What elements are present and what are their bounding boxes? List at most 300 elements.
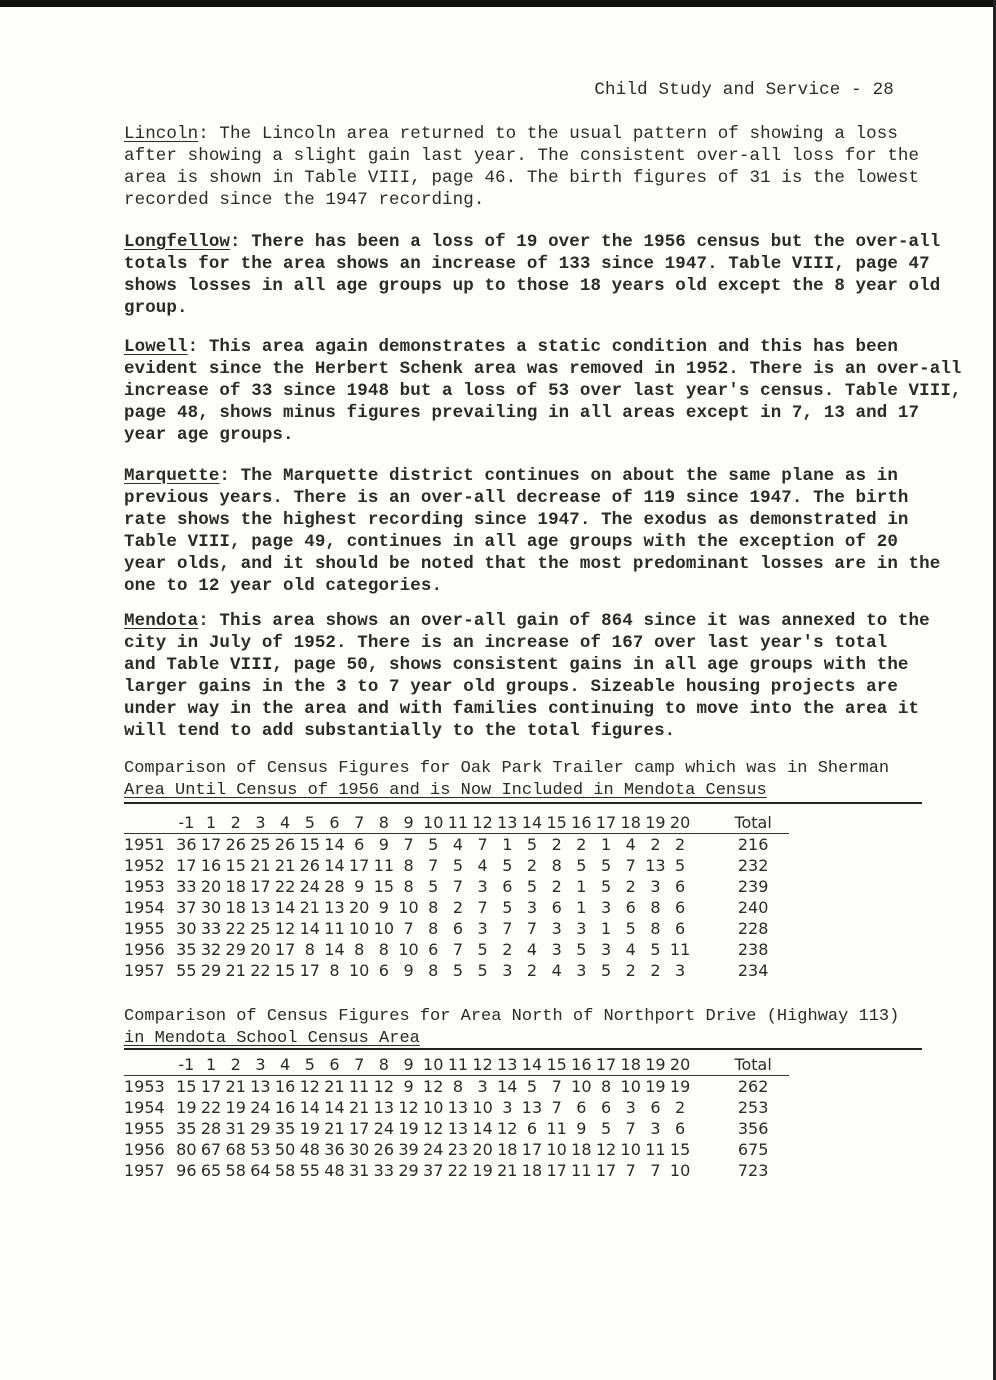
cell-value: 19 [472,1161,493,1180]
row-total: 675 [737,1140,769,1159]
table-row [124,897,789,918]
section-line: year olds, and it should be noted that the most predominant losses are in the [124,554,941,574]
cell-value: 13 [324,898,345,917]
cell-value: 7 [502,919,513,938]
cell-value: 4 [551,961,562,980]
table-row [124,1076,789,1098]
row-year: 1952 [124,856,165,875]
cell-value: 19 [225,1098,246,1117]
section-label: Lowell [124,337,188,357]
section-line: after showing a slight gain last year. The consistent over-all loss for the [124,146,920,166]
cell-value: 5 [477,940,488,959]
row-year: 1956 [124,940,165,959]
cell-value: 26 [225,835,246,854]
cell-value: 22 [200,1098,222,1117]
cell-value: 5 [477,961,488,980]
row-year: 1954 [124,898,165,917]
cell-value: 35 [176,940,197,959]
table-header-row [124,1054,789,1076]
cell-value: 7 [551,1098,562,1117]
cell-value: 9 [576,1119,587,1138]
age-column-header: 12 [470,812,495,834]
cell-value: 8 [600,1077,612,1096]
age-column-header: 18 [618,1054,643,1076]
cell-value: 19 [299,1119,320,1138]
cell-value: 1 [576,898,587,917]
age-column-header: 20 [668,812,693,834]
cell-value: 18 [521,1161,543,1180]
cell-value: 10 [348,961,370,980]
cell-value: 6 [625,898,636,917]
age-column-header: 4 [273,1054,298,1076]
age-column-header: 1 [199,1054,224,1076]
age-column-header: 10 [421,812,446,834]
cell-value: 17 [348,856,370,875]
census-table-oak-park [124,812,789,981]
cell-value: 2 [675,835,686,854]
cell-value: 22 [250,961,271,980]
cell-value: 5 [526,877,538,896]
cell-value: 11 [324,919,345,938]
cell-value: 2 [625,877,636,896]
cell-value: 2 [526,961,538,980]
cell-value: 28 [324,877,345,896]
cell-value: 17 [521,1140,543,1159]
cell-value: 24 [299,877,320,896]
cell-value: 9 [378,835,389,854]
cell-value: 3 [502,961,513,980]
table-row [124,834,789,856]
section-label: Mendota [124,611,199,631]
cell-value: 3 [526,898,538,917]
cell-value: 50 [274,1140,296,1159]
cell-value: 13 [645,856,666,875]
cell-value: 15 [299,835,320,854]
cell-value: 48 [299,1140,320,1159]
section-line: one to 12 year old categories. [124,576,443,596]
section-line: and Table VIII, page 50, shows consistent gains in all age groups with the [124,655,909,675]
cell-value: 17 [348,1119,370,1138]
age-column-header: 3 [248,1054,273,1076]
total-header: Total [717,1054,789,1076]
cell-value: 32 [200,940,222,959]
cell-value: 5 [600,961,612,980]
cell-value: 5 [600,1119,612,1138]
cell-value: 29 [200,961,222,980]
cell-value: 3 [477,1077,488,1096]
section-line: rate shows the highest recording since 1947. The exodus as demonstrated in [124,510,909,530]
cell-value: 4 [477,856,488,875]
cell-value: 1 [502,835,513,854]
scan-edge-top [0,0,996,7]
cell-value: 6 [675,898,686,917]
cell-value: 55 [299,1161,320,1180]
cell-value: 6 [428,940,439,959]
row-year: 1953 [124,877,165,896]
year-header [124,1054,174,1076]
cell-value: 29 [398,1161,419,1180]
cell-value: 11 [546,1119,567,1138]
cell-value: 14 [472,1119,493,1138]
cell-value: 3 [600,940,612,959]
section-line: previous years. There is an over-all decrease of 119 since 1947. The birth [124,488,909,508]
cell-value: 2 [551,835,562,854]
cell-value: 12 [595,1140,617,1159]
cell-value: 33 [373,1161,395,1180]
section-line: shows losses in all age groups up to those 18 years old except the 8 year old [124,276,941,296]
row-spacer [692,1097,717,1118]
cell-value: 3 [551,919,562,938]
cell-value: 5 [452,961,463,980]
cell-value: 7 [625,1161,636,1180]
cell-value: 2 [625,961,636,980]
cell-value: 19 [176,1098,197,1117]
cell-value: 1 [600,835,612,854]
cell-value: 6 [526,1119,538,1138]
cell-value: 2 [650,961,661,980]
cell-value: 7 [403,835,414,854]
cell-value: 16 [274,1077,296,1096]
cell-value: 10 [620,1077,641,1096]
cell-value: 3 [600,898,612,917]
row-spacer [692,1118,717,1139]
cell-value: 10 [398,898,419,917]
cell-value: 2 [551,877,562,896]
row-spacer [692,939,717,960]
cell-value: 4 [625,940,636,959]
cell-value: 2 [526,856,538,875]
cell-value: 19 [669,1077,691,1096]
section-line: : The Marquette district continues on about the same plane as in [219,466,898,486]
cell-value: 21 [348,1098,370,1117]
age-column-header: 6 [322,812,347,834]
cell-value: 11 [571,1161,592,1180]
cell-value: 10 [472,1098,493,1117]
table-title-line: in Mendota School Census Area [124,1029,420,1048]
section-label: Marquette [124,466,220,486]
cell-value: 9 [403,961,414,980]
cell-value: 1 [600,919,612,938]
table-row [124,1097,789,1118]
row-year: 1957 [124,1161,165,1180]
cell-value: 5 [600,856,612,875]
cell-value: 19 [398,1119,419,1138]
cell-value: 13 [250,1077,271,1096]
cell-value: 31 [225,1119,246,1138]
cell-value: 67 [200,1140,222,1159]
cell-value: 17 [546,1161,567,1180]
cell-value: 4 [452,835,463,854]
section-line: Table VIII, page 49, continues in all age groups with the exception of 20 [124,532,898,552]
cell-value: 10 [669,1161,691,1180]
cell-value: 11 [373,856,395,875]
table-row [124,1139,789,1160]
cell-value: 6 [675,1119,686,1138]
age-column-header: 19 [643,1054,668,1076]
section-label: Longfellow [124,232,231,252]
cell-value: 11 [669,940,691,959]
row-total: 216 [737,835,769,854]
cell-value: 9 [403,1077,414,1096]
age-column-header: 7 [347,812,372,834]
cell-value: 7 [650,1161,661,1180]
cell-value: 26 [274,835,296,854]
cell-value: 10 [571,1077,592,1096]
cell-value: 7 [452,940,463,959]
cell-value: 15 [225,856,246,875]
cell-value: 7 [551,1077,562,1096]
cell-value: 6 [650,1098,661,1117]
cell-value: 3 [675,961,686,980]
cell-value: 8 [403,877,414,896]
cell-value: 21 [324,1119,345,1138]
cell-value: 5 [526,835,538,854]
cell-value: 30 [176,919,197,938]
cell-value: 58 [225,1161,246,1180]
cell-value: 17 [250,877,271,896]
cell-value: 7 [526,919,538,938]
cell-value: 3 [576,919,587,938]
cell-value: 21 [497,1161,518,1180]
row-total: 240 [737,898,769,917]
row-total: 228 [737,919,769,938]
age-column-header: 19 [643,812,668,834]
cell-value: 14 [497,1077,518,1096]
cell-value: 9 [378,898,389,917]
cell-value: 12 [373,1077,395,1096]
census-table-northport [124,1054,789,1181]
table-rule [124,1048,922,1050]
cell-value: 29 [225,940,246,959]
table-row [124,876,789,897]
cell-value: 4 [625,835,636,854]
cell-value: 5 [428,877,439,896]
section-line: totals for the area shows an increase of 133 since 1947. Table VIII, page 47 [124,254,930,274]
cell-value: 3 [502,1098,513,1117]
cell-value: 16 [274,1098,296,1117]
row-spacer [692,855,717,876]
cell-value: 13 [521,1098,543,1117]
cell-value: 26 [299,856,320,875]
cell-value: 19 [645,1077,666,1096]
cell-value: 17 [200,835,222,854]
row-spacer [692,834,717,856]
cell-value: 2 [576,835,587,854]
page-header: Child Study and Service - 28 [594,80,894,100]
age-column-header: 9 [396,1054,421,1076]
cell-value: 22 [447,1161,469,1180]
section-line: will tend to add substantially to the total figures. [124,721,676,741]
section-line: : This area shows an over-all gain of 864 since it was annexed to the [198,611,930,631]
row-year: 1954 [124,1098,165,1117]
cell-value: 37 [176,898,197,917]
cell-value: 7 [452,877,463,896]
cell-value: 7 [625,856,636,875]
section-marquette [124,465,954,597]
cell-value: 12 [423,1119,444,1138]
cell-value: 7 [477,835,488,854]
cell-value: 37 [423,1161,444,1180]
section-line: evident since the Herbert Schenk area was removed in 1952. There is an over-all [124,359,962,379]
cell-value: 18 [497,1140,518,1159]
table-title-line: Area Until Census of 1956 and is Now Included in Mendota Census [124,781,767,800]
cell-value: 12 [299,1077,320,1096]
table-row [124,918,789,939]
cell-value: 21 [299,898,320,917]
cell-value: 6 [551,898,562,917]
cell-value: 10 [398,940,419,959]
row-spacer [692,876,717,897]
row-total: 234 [737,961,769,980]
section-line: under way in the area and with families continuing to move into the area it [124,699,920,719]
cell-value: 8 [354,940,365,959]
cell-value: 25 [250,919,271,938]
age-column-header: 13 [495,812,520,834]
cell-value: 8 [304,940,315,959]
cell-value: 13 [250,898,271,917]
age-column-header: 11 [446,1054,471,1076]
section-line: increase of 33 since 1948 but a loss of 53 over last year's census. Table VIII, [124,381,962,401]
section-line: group. [124,298,188,318]
cell-value: 13 [373,1098,395,1117]
cell-value: 24 [250,1098,271,1117]
table-title-northport [124,1006,944,1050]
cell-value: 23 [447,1140,469,1159]
cell-value: 5 [452,856,463,875]
cell-value: 24 [373,1119,395,1138]
cell-value: 64 [250,1161,271,1180]
cell-value: 8 [329,961,340,980]
cell-value: 2 [675,1098,686,1117]
row-total: 239 [737,877,769,896]
cell-value: 6 [502,877,513,896]
cell-value: 10 [423,1098,444,1117]
cell-value: 3 [576,961,587,980]
age-column-header: 17 [594,1054,619,1076]
cell-value: 8 [403,856,414,875]
cell-value: 18 [571,1140,592,1159]
cell-value: 8 [428,961,439,980]
cell-value: 22 [274,877,296,896]
age-column-header: 4 [273,812,298,834]
section-line: : This area again demonstrates a static condition and this has been [187,337,898,357]
age-column-header: 14 [520,1054,545,1076]
table-title-line: Comparison of Census Figures for Oak Park Trailer camp which was in Sherman [124,759,890,778]
table-row [124,1160,789,1181]
age-column-header: -1 [174,1054,199,1076]
cell-value: 5 [625,919,636,938]
age-column-header: 10 [421,1054,446,1076]
row-total: 723 [737,1161,769,1180]
section-label: Lincoln [124,124,199,144]
cell-value: 12 [497,1119,518,1138]
table-row [124,939,789,960]
section-line: recorded since the 1947 recording. [124,190,485,210]
cell-value: 8 [452,1077,463,1096]
cell-value: 14 [324,1098,345,1117]
age-column-header: 14 [520,812,545,834]
cell-value: 6 [675,877,686,896]
cell-value: 30 [348,1140,370,1159]
cell-value: 7 [403,919,414,938]
cell-value: 5 [650,940,661,959]
age-column-header: 15 [544,812,569,834]
row-year: 1955 [124,1119,165,1138]
row-spacer [692,1139,717,1160]
age-column-header: 2 [223,1054,248,1076]
row-total: 253 [737,1098,769,1117]
cell-value: 6 [600,1098,612,1117]
cell-value: 7 [625,1119,636,1138]
row-total: 238 [737,940,769,959]
row-total: 262 [737,1077,769,1096]
row-total: 232 [737,856,769,875]
cell-value: 53 [250,1140,271,1159]
cell-value: 15 [274,961,296,980]
cell-value: 9 [354,877,365,896]
cell-value: 18 [225,877,246,896]
cell-value: 24 [423,1140,444,1159]
row-spacer [692,918,717,939]
cell-value: 48 [324,1161,345,1180]
cell-value: 21 [250,856,271,875]
cell-value: 29 [250,1119,271,1138]
cell-value: 8 [650,898,661,917]
section-line: city in July of 1952. There is an increase of 167 over last year's total [124,633,888,653]
age-column-header: 12 [470,1054,495,1076]
row-year: 1951 [124,835,165,854]
cell-value: 8 [428,919,439,938]
cell-value: 20 [200,877,222,896]
cell-value: 10 [620,1140,641,1159]
age-column-header: 2 [223,812,248,834]
table-header-row [124,812,789,834]
cell-value: 16 [200,856,222,875]
row-spacer [692,1076,717,1098]
cell-value: 33 [200,919,222,938]
cell-value: 5 [428,835,439,854]
age-column-header: 8 [372,812,397,834]
cell-value: 14 [324,856,345,875]
cell-value: 3 [650,1119,661,1138]
cell-value: 3 [625,1098,636,1117]
row-spacer [692,960,717,981]
cell-value: 15 [669,1140,691,1159]
cell-value: 8 [551,856,562,875]
cell-value: 13 [447,1098,469,1117]
row-year: 1953 [124,1077,165,1096]
age-column-header: 20 [668,1054,693,1076]
cell-value: 20 [348,898,370,917]
section-line: area is shown in Table VIII, page 46. The birth figures of 31 is the lowest [124,168,920,188]
age-column-header: 17 [594,812,619,834]
cell-value: 17 [200,1077,222,1096]
table-row [124,960,789,981]
cell-value: 17 [595,1161,617,1180]
cell-value: 18 [225,898,246,917]
cell-value: 8 [650,919,661,938]
section-line: larger gains in the 3 to 7 year old groups. Sizeable housing projects are [124,677,898,697]
age-column-header: 16 [569,812,594,834]
cell-value: 58 [274,1161,296,1180]
cell-value: 68 [225,1140,246,1159]
row-spacer [692,1160,717,1181]
cell-value: 5 [526,1077,538,1096]
age-column-header: 18 [618,812,643,834]
cell-value: 20 [472,1140,493,1159]
age-column-header: 16 [569,1054,594,1076]
cell-value: 14 [324,835,345,854]
